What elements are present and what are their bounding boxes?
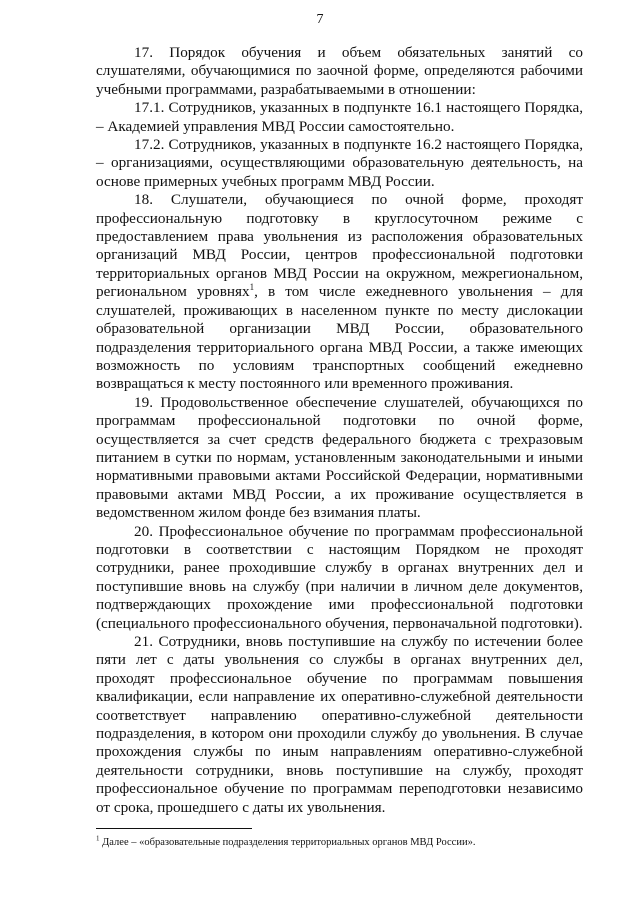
paragraph-17-1: 17.1. Сотрудников, указанных в подпункте 16.1 настоящего Порядка, – Академией управления МВД России самостоятельно. — [96, 99, 583, 135]
footnote — [96, 836, 583, 849]
paragraph-19: 19. Продовольственное обеспечение слушателей, обучающихся по программам профессиональной подготовки по очной форме, осуществляется за счет средств федерального бюджета с трехразовым питанием в сутки по нормам, установленным законодательными и иными нормативными правовыми актами Российской Федерации, нормативными правовыми актами МВД России, а их проживание осуществляется в ведомственном жилом фонде без взимания платы. — [96, 393, 583, 522]
footnote-reference: 1 — [249, 282, 255, 293]
footnote-marker: 1 — [96, 834, 100, 843]
page-number: 7 — [316, 12, 324, 27]
footnote-text: Далее – «образовательные подразделения территориальных органов МВД России». — [102, 837, 476, 848]
paragraph-20: 20. Профессиональное обучение по программам профессиональной подготовки в соответствии с настоящим Порядком не проходят сотрудники, ранее проходившие службу в органах внутренних дел и поступившие вновь на службу (при наличии в личном деле документов, подтверждающих прохождение ими профессиональной подготовки (специального профессионального обучения, первоначальной подготовки). — [96, 522, 583, 632]
paragraph-18-part-b: , в том числе ежедневного увольнения – для слушателей, проживающих в населенном пункте по месту дислокации образовательной организации МВД России, образовательного подразделения территориального органа МВД России, а также имеющих возможность по условиям транспортных сообщений ежедневно возвращаться к месту постоянного или временного проживания. — [96, 283, 583, 393]
paragraph-21: 21. Сотрудники, вновь поступившие на службу по истечении более пяти лет с даты увольнения со службы в органах внутренних дел, проходят профессиональное обучение по программам повышения квалификации, если направление их оперативно-служебной деятельности соответствует направлению оперативно-служебной деятельности подразделения, в котором они проходили службу до увольнения. В случае прохождения службы по иным направлениям оперативно-служебной деятельности сотрудники, вновь поступившие на службу, проходят профессиональное обучение по программам переподготовки независимо от срока, прошедшего с даты их увольнения. — [96, 633, 583, 816]
paragraph-18 — [96, 191, 583, 393]
paragraph-18-part-a: 18. Слушатели, обучающиеся по очной форме, проходят профессиональную подготовку в круглосуточном режиме с предоставлением права увольнения из расположения образовательных организаций МВД России, центров профессиональной подготовки территориальных органов МВД России на окружном, межрегиональном, региональном уровнях — [96, 191, 583, 301]
document-body — [96, 44, 583, 817]
paragraph-17: 17. Порядок обучения и объем обязательных занятий со слушателями, обучающимися по заочной форме, определяются рабочими учебными программами, разрабатываемыми в отношении: — [96, 44, 583, 98]
paragraph-17-2: 17.2. Сотрудников, указанных в подпункте 16.2 настоящего Порядка, – организациями, осуществляющими образовательную деятельность, на основе примерных учебных программ МВД России. — [96, 136, 583, 190]
footnote-divider — [96, 828, 252, 829]
